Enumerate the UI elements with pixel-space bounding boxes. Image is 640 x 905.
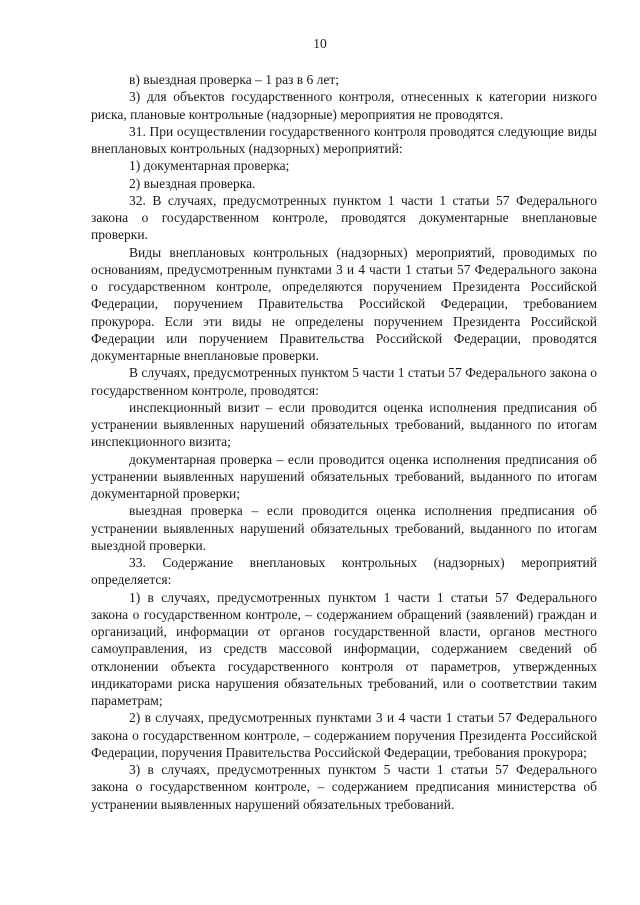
paragraph-32-types: Виды внеплановых контрольных (надзорных) мероприятий, проводимых по основаниям, предусмотренным пунктами 3 и 4 части 1 статьи 57 Федерального закона о государственном контроле, определяются поручением Президента Российской Федерации, поручением Правительства Российской Федерации, требованием прокурора. Если эти виды не определены поручением Президента Российской Федерации или поручением Правительства Российской Федерации, проводятся документарные внеплановые проверки. (91, 244, 597, 363)
paragraph-33: 33. Содержание внеплановых контрольных (надзорных) мероприятий определяется: (91, 555, 597, 588)
paragraph-33-1: 1) в случаях, предусмотренных пунктом 1 части 1 статьи 57 Федерального закона о государственном контроле, – содержанием обращений (заявлений) граждан и организаций, информации от органов государственной власти, органов местного самоуправления, из средств массовой информации, содержанием сведений об отклонении объекта государственного контроля от параметров, утвержденных индикаторами риска нарушения обязательных требований, или о соответствии таким параметрам; (91, 589, 597, 708)
paragraph-32-inspection-visit: инспекционный визит – если проводится оценка исполнения предписания об устранении выявленных нарушений обязательных требований, выданного по итогам инспекционного визита; (91, 399, 597, 450)
paragraph-32: 32. В случаях, предусмотренных пунктом 1 части 1 статьи 57 Федерального закона о государственном контроле, проводятся документарные внеплановые проверки. (91, 192, 597, 243)
paragraph-31-2: 2) выездная проверка. (129, 175, 256, 191)
paragraph-32-cases: В случаях, предусмотренных пунктом 5 части 1 статьи 57 Федерального закона о государственном контроле, проводятся: (91, 365, 597, 398)
paragraph-30-3: 3) для объектов государственного контроля, отнесенных к категории низкого риска, плановые контрольные (надзорные) мероприятия не проводятся. (91, 89, 597, 122)
paragraph-31: 31. При осуществлении государственного контроля проводятся следующие виды внеплановых контрольных (надзорных) мероприятий: (91, 123, 597, 156)
paragraph-31-1: 1) документарная проверка; (129, 158, 290, 174)
paragraph-30-3-v: в) выездная проверка – 1 раз в 6 лет; (129, 72, 340, 87)
paragraph-32-documentary-check: документарная проверка – если проводится оценка исполнения предписания об устранении выявленных нарушений обязательных требований, выданного по итогам документарной проверки; (91, 451, 597, 501)
paragraph-33-3: 3) в случаях, предусмотренных пунктом 5 части 1 статьи 57 Федерального закона о государственном контроле, – содержанием предписания министерства об устранении выявленных нарушений обязательных требований. (91, 762, 597, 812)
document-body (91, 71, 597, 813)
paragraph-32-field-check: выездная проверка – если проводится оценка исполнения предписания об устранении выявленных нарушений обязательных требований, выданного по итогам выездной проверки. (91, 503, 597, 553)
paragraph-33-2: 2) в случаях, предусмотренных пунктами 3 и 4 части 1 статьи 57 Федерального закона о государственном контроле, – содержанием поручения Президента Российской Федерации, поручения Правительства Российской Федерации, требования прокурора; (91, 710, 597, 760)
page-number: 10 (313, 36, 327, 51)
